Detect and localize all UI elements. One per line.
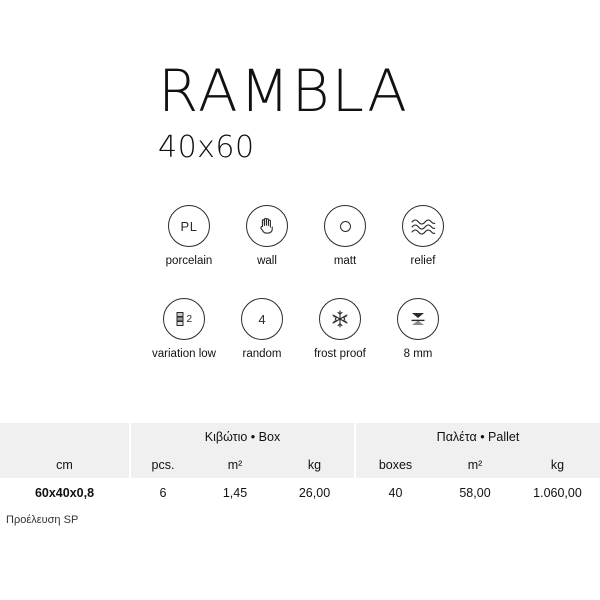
feature-label: relief xyxy=(410,255,436,267)
feature-wall xyxy=(228,205,306,268)
matt-dot-icon xyxy=(324,205,366,247)
col-header-cm: cm xyxy=(0,451,130,478)
feature-label: random xyxy=(242,348,282,361)
svg-text:2: 2 xyxy=(186,314,193,326)
group-header-blank xyxy=(0,423,130,451)
table-row xyxy=(0,478,600,508)
table-group-header-row xyxy=(0,423,600,451)
feature-row-2 xyxy=(145,298,470,362)
col-header-pallet-m2: m² xyxy=(435,451,515,478)
cell-box-kg: 26,00 xyxy=(275,478,355,508)
group-header-pallet: Παλέτα • Pallet xyxy=(355,423,600,451)
cell-pallet-m2: 58,00 xyxy=(435,478,515,508)
variation-bars-icon xyxy=(163,298,205,340)
hand-wall-icon xyxy=(246,205,288,247)
title-block xyxy=(158,57,409,165)
feature-relief xyxy=(384,205,462,268)
col-header-boxes: boxes xyxy=(355,451,435,478)
feature-label: frost proof xyxy=(314,348,366,361)
specification-table xyxy=(0,423,600,508)
col-header-pallet-kg: kg xyxy=(515,451,600,478)
feature-random xyxy=(223,298,301,361)
feature-label: wall xyxy=(257,255,277,267)
snowflake-frost-icon xyxy=(319,298,361,340)
feature-frost-proof xyxy=(301,298,379,361)
page-title: RAMBLA xyxy=(158,57,409,125)
cell-boxes: 40 xyxy=(355,478,435,508)
relief-waves-icon xyxy=(402,205,444,247)
group-header-box: Κιβώτιο • Box xyxy=(130,423,355,451)
col-header-pcs: pcs. xyxy=(130,451,195,478)
feature-icons xyxy=(150,205,470,362)
random-faces-icon xyxy=(241,298,283,340)
col-header-box-m2: m² xyxy=(195,451,275,478)
feature-porcelain xyxy=(150,205,228,268)
random-badge-label: 4 xyxy=(258,311,266,327)
cell-cm: 60x40x0,8 xyxy=(0,478,130,508)
feature-label: variation low xyxy=(152,348,216,361)
porcelain-badge-label: PL xyxy=(180,218,198,234)
feature-label: 8 mm xyxy=(403,348,433,361)
feature-matt xyxy=(306,205,384,268)
feature-thickness xyxy=(379,298,457,361)
feature-label: matt xyxy=(333,255,357,267)
col-header-box-kg: kg xyxy=(275,451,355,478)
origin-note: Προέλευση SP xyxy=(6,514,79,526)
product-size: 40x60 xyxy=(158,130,255,165)
feature-variation-low xyxy=(145,298,223,362)
cell-pcs: 6 xyxy=(130,478,195,508)
matt-inner-dot xyxy=(340,221,351,232)
cell-box-m2: 1,45 xyxy=(195,478,275,508)
cell-pallet-kg: 1.060,00 xyxy=(515,478,600,508)
feature-label: porcelain xyxy=(165,255,213,267)
feature-row-1 xyxy=(150,205,470,268)
thickness-icon xyxy=(397,298,439,340)
porcelain-pl-icon xyxy=(168,205,210,247)
table-sub-header-row xyxy=(0,451,600,478)
